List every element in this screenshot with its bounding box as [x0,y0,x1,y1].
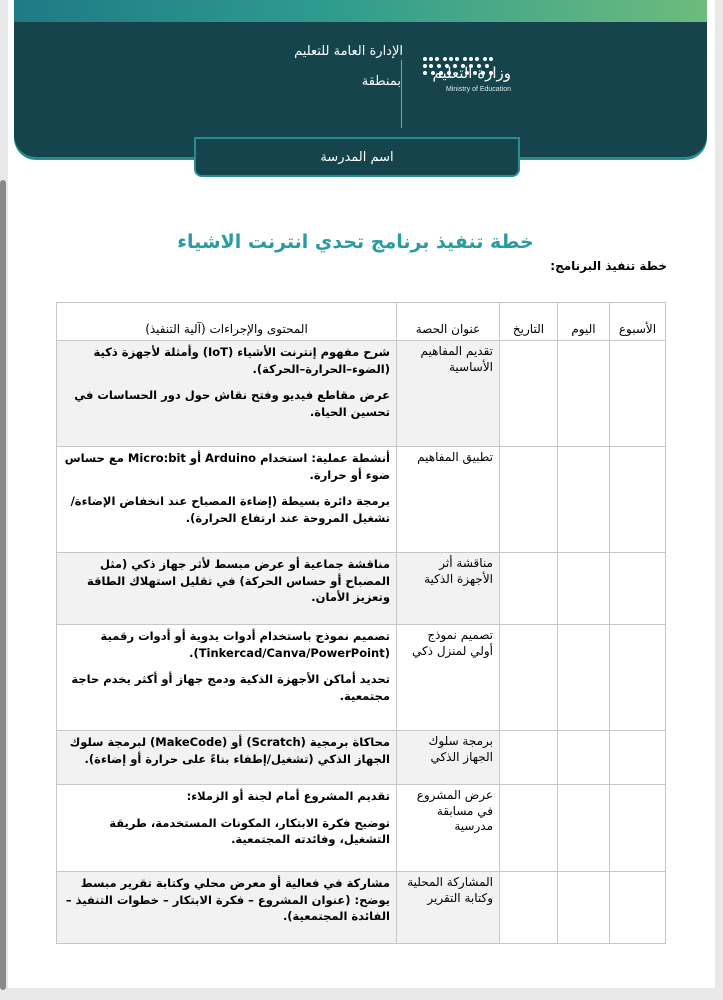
cell-day [558,341,610,447]
content-line: تصميم نموذج باستخدام أدوات يدوية أو أدوات رقمية (Tinkercad/Canva/PowerPoint). [100,629,390,660]
cell-lesson: المشاركة المحلية وكتابة التقرير [397,872,500,944]
cell-week [610,625,666,731]
cell-content [57,872,397,944]
content-line: تقديم المشروع أمام لجنة أو الزملاء: [186,789,390,803]
cell-content [57,447,397,553]
document-title [0,231,723,253]
cell-lesson: تقديم المفاهيم الأساسية [397,341,500,447]
cell-lesson: برمجة سلوك الجهاز الذكي [397,731,500,785]
content-line: أنشطة عملية: استخدام Arduino أو Micro:bit مع حساس ضوء أو حرارة. [64,451,390,482]
page-scroll-edge [0,180,6,990]
content-line: برمجة دائرة بسيطة (إضاءة المصباح عند انخفاض الإضاءة/تشغيل المروحة عند ارتفاع الحرارة). [70,494,390,526]
cell-week [610,341,666,447]
cell-week [610,872,666,944]
content-line: توضيح فكرة الابتكار، المكونات المستخدمة، طريقة التشغيل، وفائدته المجتمعية. [109,815,390,847]
cell-content [57,341,397,447]
cell-date [500,341,558,447]
ministry-name-en: Ministry of Education [446,86,511,93]
cell-day [558,785,610,872]
ministry-name-ar: وزارة التعليم [432,64,511,82]
cell-content [57,785,397,872]
cell-day [558,872,610,944]
table-row [57,447,666,553]
cell-week [610,785,666,872]
plan-subtitle: خطة تنفيذ البرنامج: [550,259,667,273]
cell-day [558,625,610,731]
cell-week [610,447,666,553]
content-line: عرض مقاطع فيديو وفتح نقاش حول دور الحساسات في تحسين الحياة. [74,388,390,420]
cell-date [500,731,558,785]
school-name-box: اسم المدرسة [194,137,520,177]
header-week: الأسبوع [610,303,666,341]
table-row [57,553,666,625]
cell-content [57,625,397,731]
cell-lesson: عرض المشروع في مسابقة مدرسية [397,785,500,872]
header-lesson: عنوان الحصة [397,303,500,341]
table-row [57,731,666,785]
document-title-text: خطة تنفيذ برنامج تحدي انترنت الاشياء [177,231,534,253]
table-row [57,341,666,447]
content-line: تحديد أماكن الأجهزة الذكية ودمج جهاز أو أكثر يخدم حاجة مجتمعية. [71,672,390,704]
cell-date [500,447,558,553]
cell-lesson: تصميم نموذج أولي لمنزل ذكي [397,625,500,731]
cell-content [57,731,397,785]
cell-content [57,553,397,625]
cell-day [558,553,610,625]
table-row [57,625,666,731]
cell-lesson: مناقشة أثر الأجهزة الذكية [397,553,500,625]
cell-week [610,553,666,625]
cell-lesson: تطبيق المفاهيم [397,447,500,553]
cell-date [500,553,558,625]
table-header-row [57,303,666,341]
cell-day [558,447,610,553]
table-row [57,872,666,944]
header-divider [401,60,402,128]
content-line: مشاركة في فعالية أو معرض محلي وكتابة تقرير مبسط يوضح: (عنوان المشروع – فكرة الابتكار – خطوات التنفيذ – الفائدة المجتمعية). [65,876,390,924]
admin-line-1: الإدارة العامة للتعليم [294,44,403,59]
table-row [57,785,666,872]
header-content: المحتوى والإجراءات (آلية التنفيذ) [57,303,397,341]
cell-date [500,785,558,872]
header-day: اليوم [558,303,610,341]
content-line: شرح مفهوم إنترنت الأشياء (IoT) وأمثلة لأجهزة ذكية (الضوء–الحرارة–الحركة). [93,345,390,376]
content-line: محاكاة برمجية (Scratch) أو (MakeCode) لبرمجة سلوك الجهاز الذكي (تشغيل/إطفاء بناءً على حرارة أو إضاءة). [69,735,390,766]
content-line: مناقشة جماعية أو عرض مبسط لأثر جهاز ذكي (مثل المصباح أو حساس الحركة) في تقليل استهلاك الطاقة وتعزيز الأمان. [86,557,390,605]
cell-day [558,731,610,785]
header-date: التاريخ [500,303,558,341]
cell-date [500,872,558,944]
admin-line-2: بمنطقة [361,74,401,89]
cell-week [610,731,666,785]
plan-table [56,302,666,944]
cell-date [500,625,558,731]
header-gradient-stripe [14,0,707,22]
